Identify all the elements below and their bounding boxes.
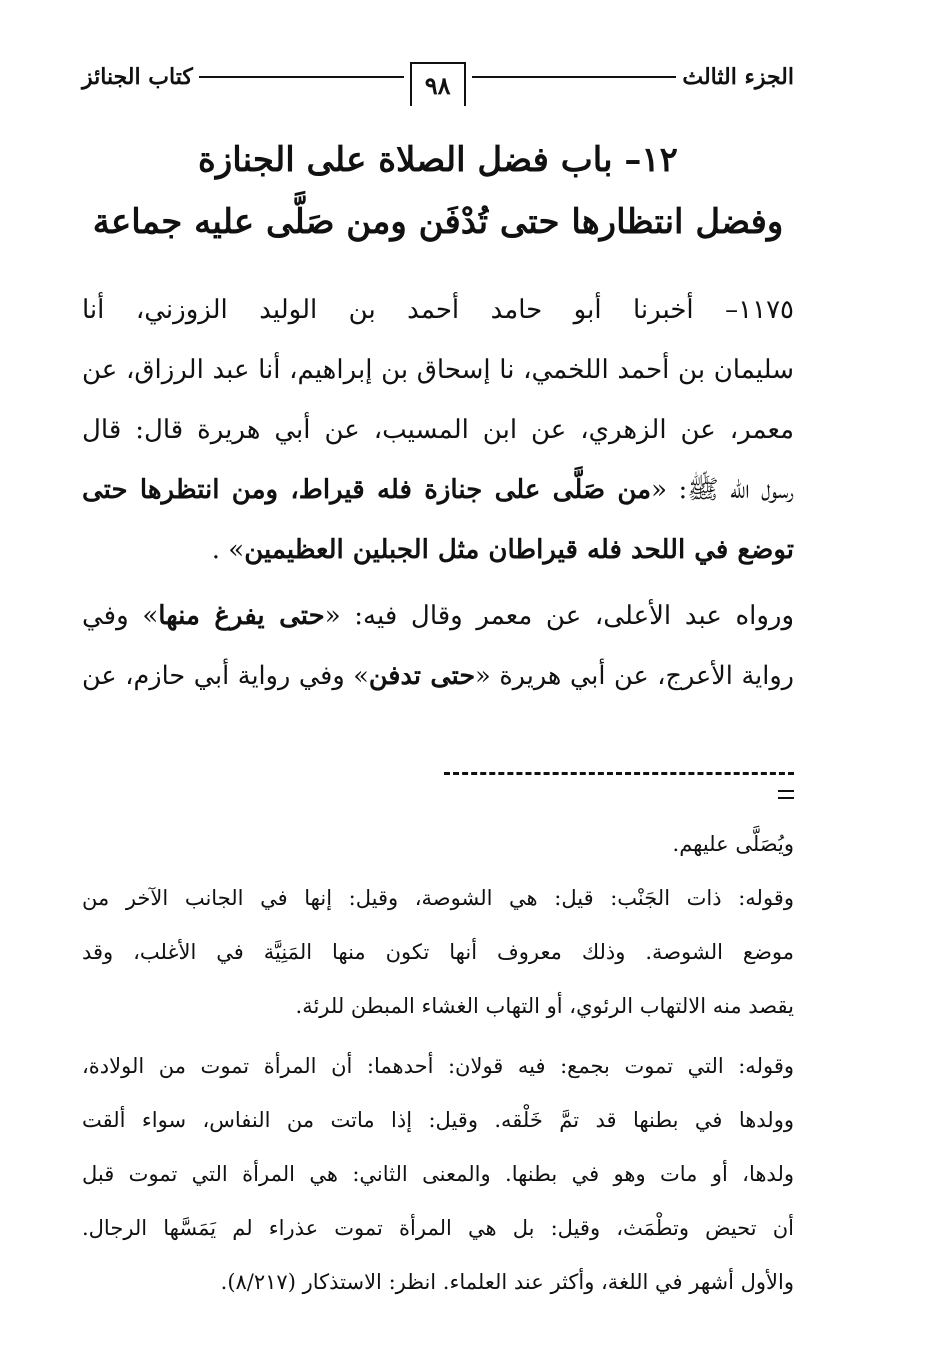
chapter-title-line-1: ١٢– باب فضل الصلاة على الجنازة — [198, 140, 678, 180]
body-line: ١١٧٥– أخبرنا أبو حامد أحمد بن الوليد الزوزني، أنا — [82, 295, 794, 325]
book-section-label: كتاب الجنائز — [82, 64, 193, 90]
footnote-line: وولدها في بطنها قد تمَّ خَلْقه. وقيل: إذا ماتت من النفاس، سواء ألقت — [82, 1108, 794, 1132]
body-text: » وفي رواية أبي حازم، عن — [82, 661, 369, 691]
body-text: » . — [211, 535, 245, 565]
header-rule-right — [472, 76, 677, 78]
footnote-line: ولدها، أو مات وهو في بطنها. والمعنى الثاني: هي المرأة التي تموت قبل — [82, 1162, 794, 1186]
body-line — [82, 464, 794, 516]
body-line — [82, 650, 794, 702]
footnote-line: وقوله: التي تموت بجمع: فيه قولان: أحدهما: أن المرأة تموت من الولادة، — [82, 1054, 794, 1078]
body-text: » وفي — [82, 601, 159, 631]
footnote-line: موضع الشوصة. وذلك معروف أنها تكون منها المَنِيَّة في الأغلب، وقد — [82, 940, 794, 964]
hadith-text: توضع في اللحد فله قيراطان مثل الجبلين العظيمين — [244, 535, 794, 565]
hadith-text: حتى تدفن — [368, 661, 476, 691]
page-number: ٩٨ — [410, 62, 466, 106]
footnote-line: والأول أشهر في اللغة، وأكثر عند العلماء. انظر: الاستذكار (٨/٢١٧). — [220, 1270, 794, 1294]
continuation-mark — [778, 790, 794, 799]
hadith-text: من صَلَّى على جنازة فله قيراط، ومن انتظرها حتى — [82, 475, 652, 505]
header-rule-left — [199, 76, 404, 78]
body-line — [82, 590, 794, 642]
body-line: سليمان بن أحمد اللخمي، نا إسحاق بن إبراهيم، أنا عبد الرزاق، عن — [82, 355, 794, 385]
body-text: رسول الله ﷺ: « — [651, 475, 795, 505]
footnote-line: أن تحيض وتطْمَث، وقيل: بل هي المرأة تموت عذراء لم يَمَسَّها الرجال. — [82, 1216, 794, 1240]
footnote-separator — [444, 772, 794, 775]
body-text: رواية الأعرج، عن أبي هريرة « — [475, 661, 794, 691]
footnote-line: يقصد منه الالتهاب الرئوي، أو التهاب الغشاء المبطن للرئة. — [295, 994, 794, 1018]
body-line — [82, 524, 794, 576]
chapter-title-line-2: وفضل انتظارها حتى تُدْفَن ومن صَلَّى عليه جماعة — [92, 202, 784, 242]
footnote-line: ويُصَلَّى عليهم. — [672, 832, 794, 856]
volume-label: الجزء الثالث — [682, 64, 794, 90]
body-line: معمر، عن الزهري، عن ابن المسيب، عن أبي هريرة قال: قال — [82, 415, 794, 445]
body-text: ورواه عبد الأعلى، عن معمر وقال فيه: « — [324, 601, 795, 631]
running-header — [82, 58, 794, 110]
footnote-line: وقوله: ذات الجَنْب: قيل: هي الشوصة، وقيل: إنها في الجانب الآخر من — [82, 886, 794, 910]
hadith-text: حتى يفرغ منها — [158, 601, 325, 631]
